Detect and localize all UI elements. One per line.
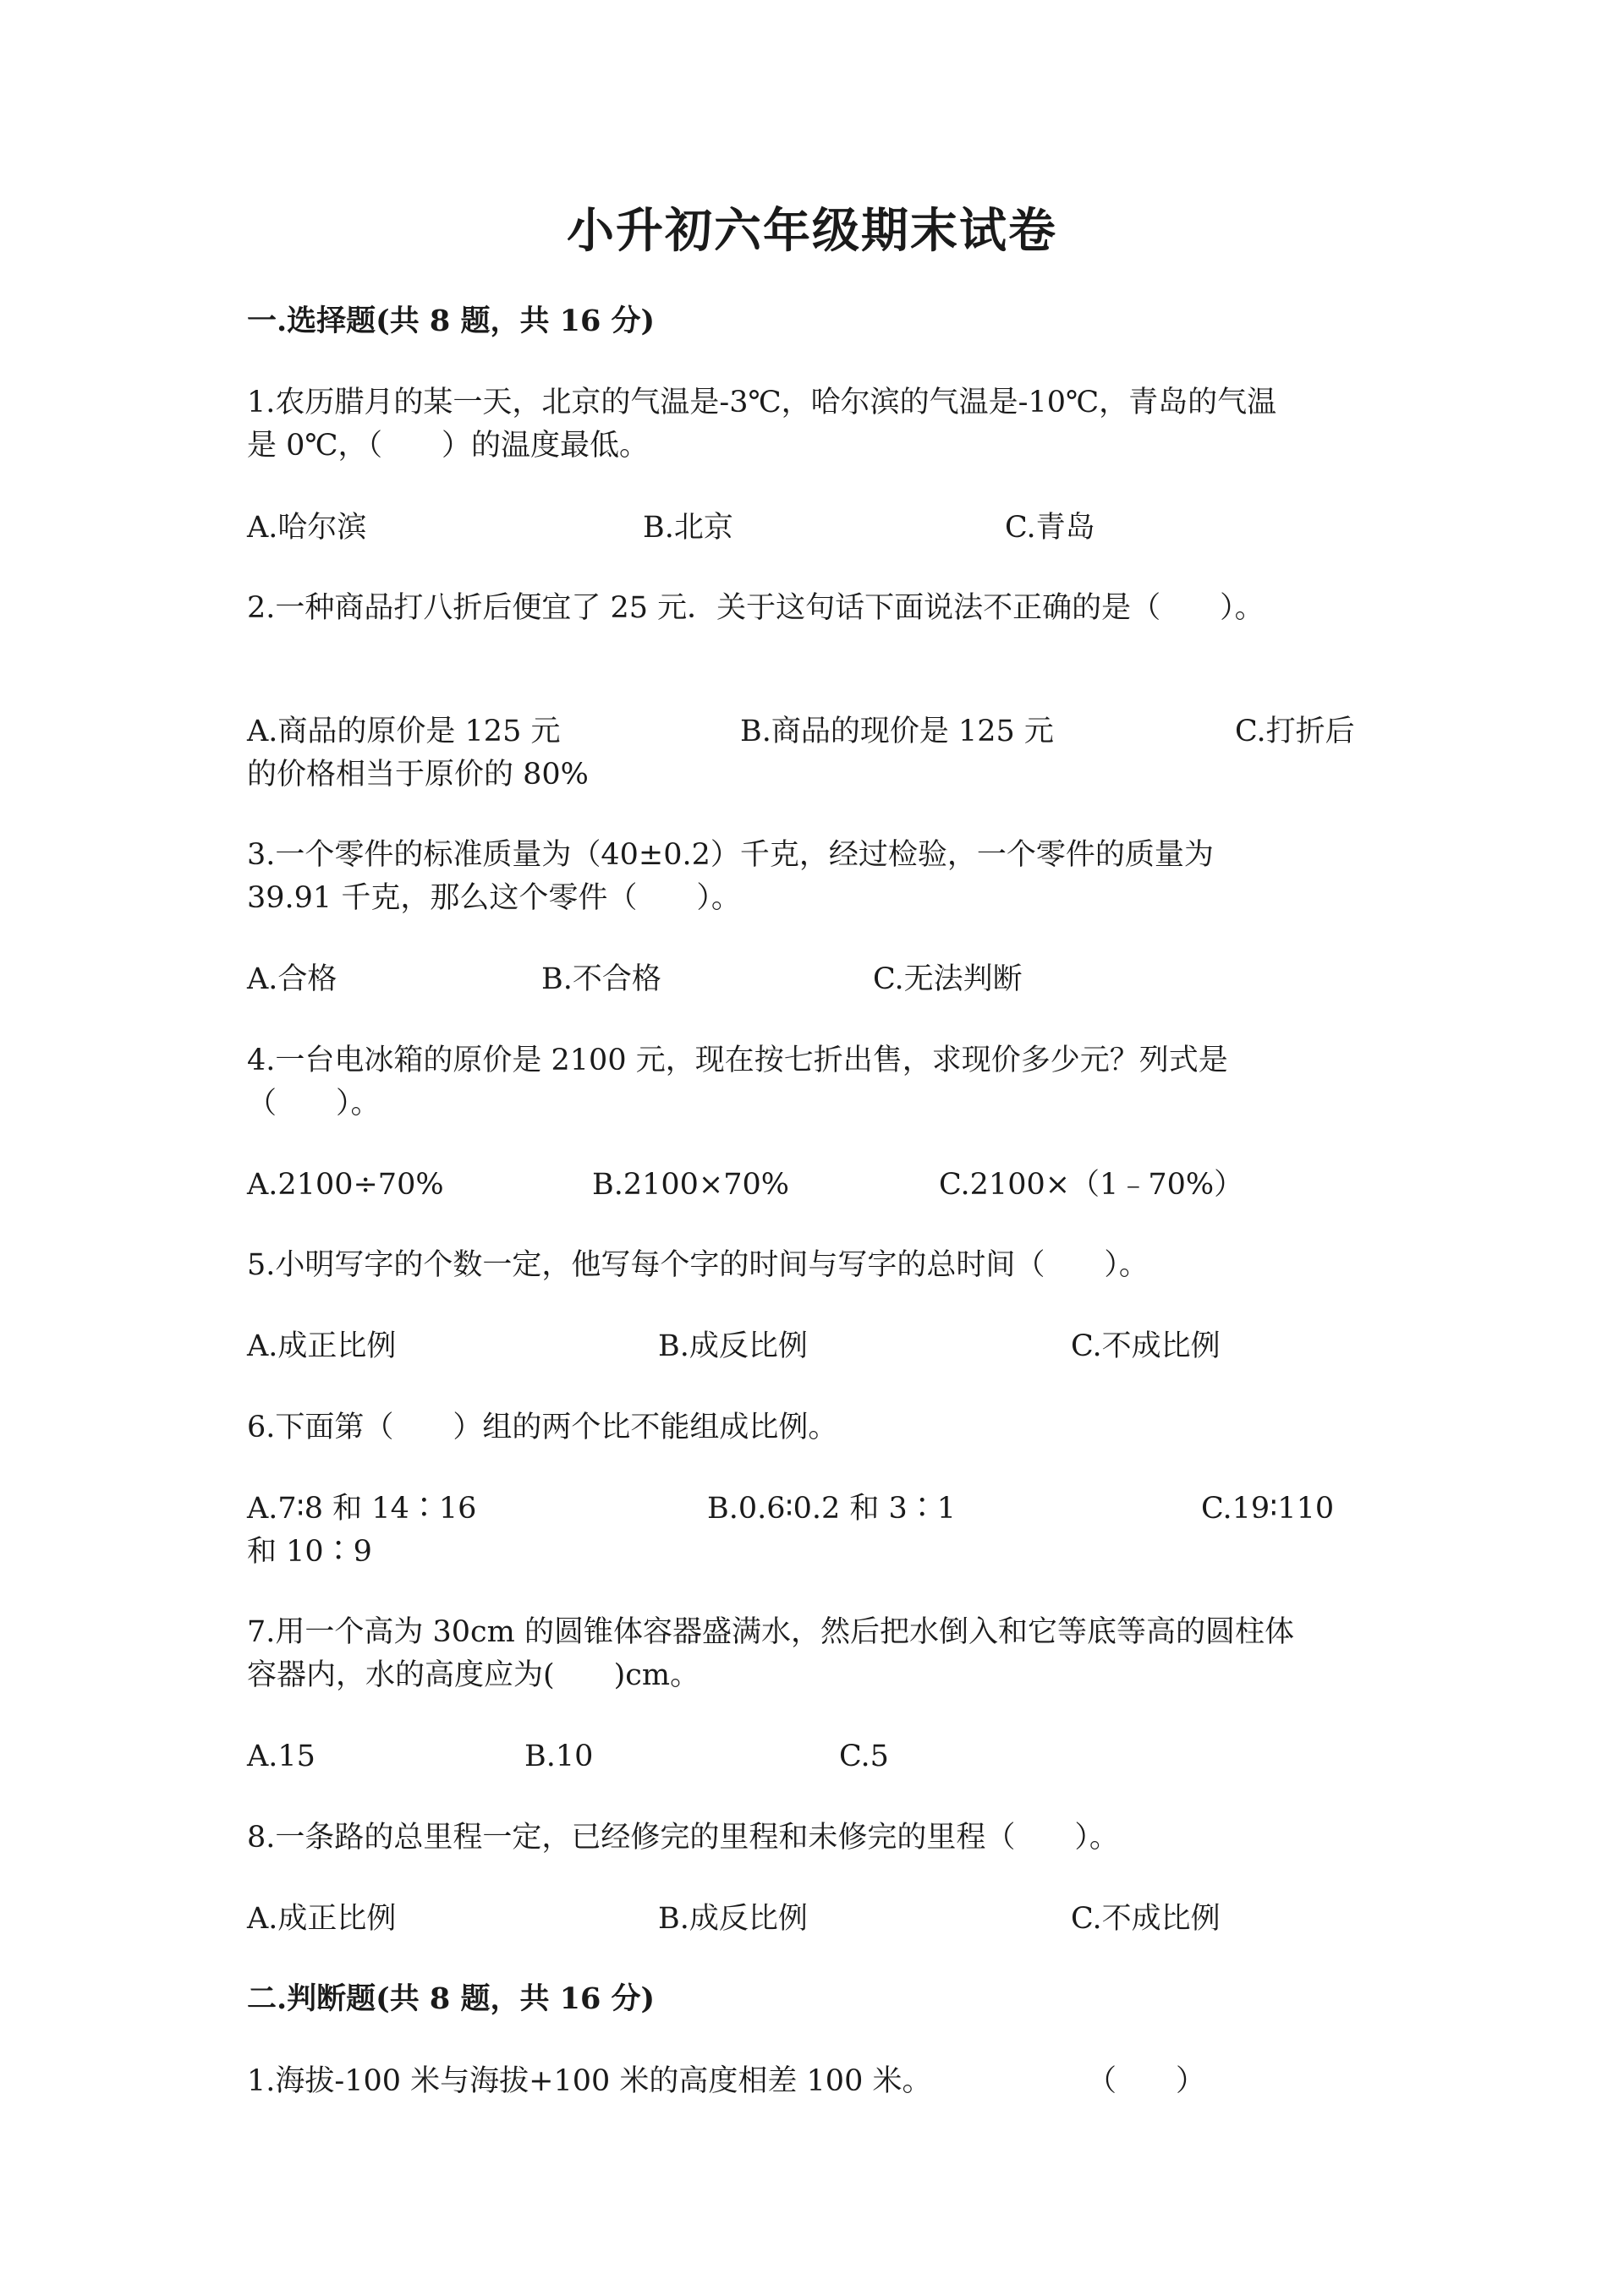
question-8-option-c: C.不成比例 <box>1071 1902 1221 1936</box>
question-1-option-c: C.青岛 <box>1005 511 1095 545</box>
question-7-line-1: 7.用一个高为 30cm 的圆锥体容器盛满水，然后把水倒入和它等底等高的圆柱体 <box>247 1615 1294 1649</box>
question-8-line-1: 8.一条路的总里程一定，已经修完的里程和未修完的里程（ ）。 <box>247 1821 1119 1855</box>
question-4-line-1: 4.一台电冰箱的原价是 2100 元，现在按七折出售，求现价多少元？列式是 <box>247 1044 1228 1077</box>
question-3-option-a: A.合格 <box>247 962 337 996</box>
question-1-option-b: B.北京 <box>643 511 733 545</box>
tf-question-1-answer-blank: （ ） <box>1087 2064 1206 2098</box>
question-7-option-c: C.5 <box>839 1740 889 1773</box>
question-1-option-a: A.哈尔滨 <box>247 511 367 545</box>
question-5-option-a: A.成正比例 <box>247 1329 397 1363</box>
question-6-option-c: C.19∶110 <box>1201 1492 1335 1526</box>
question-6-option-b: B.0.6∶0.2 和 3∶1 <box>707 1492 957 1526</box>
question-3-line-1: 3.一个零件的标准质量为（40±0.2）千克，经过检验，一个零件的质量为 <box>247 838 1214 872</box>
question-3-option-c: C.无法判断 <box>873 962 1023 996</box>
question-1-line-2: 是 0℃，（ ）的温度最低。 <box>247 429 650 463</box>
question-6-option-c-continued: 和 10∶9 <box>247 1535 372 1569</box>
question-4-option-c: C.2100×（1﹣70%） <box>939 1168 1244 1202</box>
tf-question-1-line-1: 1.海拔-100 米与海拔+100 米的高度相差 100 米。 <box>247 2064 932 2098</box>
question-2-option-a: A.商品的原价是 125 元 <box>247 715 561 748</box>
question-6-line-1: 6.下面第（ ）组的两个比不能组成比例。 <box>247 1411 838 1444</box>
question-4-line-2: （ ）。 <box>247 1087 381 1121</box>
question-7-option-b: B.10 <box>524 1740 594 1773</box>
question-3-option-b: B.不合格 <box>541 962 661 996</box>
question-5-option-c: C.不成比例 <box>1071 1329 1221 1363</box>
question-4-option-a: A.2100÷70% <box>247 1168 444 1202</box>
question-2-line-1: 2.一种商品打八折后便宜了 25 元．关于这句话下面说法不正确的是（ ）。 <box>247 591 1265 625</box>
exam-title: 小升初六年级期末试卷 <box>567 203 1057 259</box>
question-8-option-a: A.成正比例 <box>247 1902 397 1936</box>
section-heading-true-false: 二.判断题(共 8 题，共 16 分) <box>247 1981 656 2016</box>
question-3-line-2: 39.91 千克，那么这个零件（ ）。 <box>247 881 741 915</box>
question-7-line-2: 容器内，水的高度应为( )cm。 <box>247 1658 700 1692</box>
question-6-option-a: A.7∶8 和 14∶16 <box>247 1492 477 1526</box>
question-8-option-b: B.成反比例 <box>658 1902 808 1936</box>
question-5-line-1: 5.小明写字的个数一定，他写每个字的时间与写字的总时间（ ）。 <box>247 1248 1149 1282</box>
question-5-option-b: B.成反比例 <box>658 1329 808 1363</box>
question-7-option-a: A.15 <box>247 1740 315 1773</box>
question-2-option-b: B.商品的现价是 125 元 <box>740 715 1054 748</box>
question-2-option-c: C.打折后 <box>1235 715 1355 748</box>
section-heading-choice: 一.选择题(共 8 题，共 16 分) <box>247 304 656 338</box>
question-4-option-b: B.2100×70% <box>592 1168 790 1202</box>
question-2-option-c-continued: 的价格相当于原价的 80% <box>247 758 589 792</box>
question-1-line-1: 1.农历腊月的某一天，北京的气温是-3℃，哈尔滨的气温是-10℃，青岛的气温 <box>247 386 1277 419</box>
